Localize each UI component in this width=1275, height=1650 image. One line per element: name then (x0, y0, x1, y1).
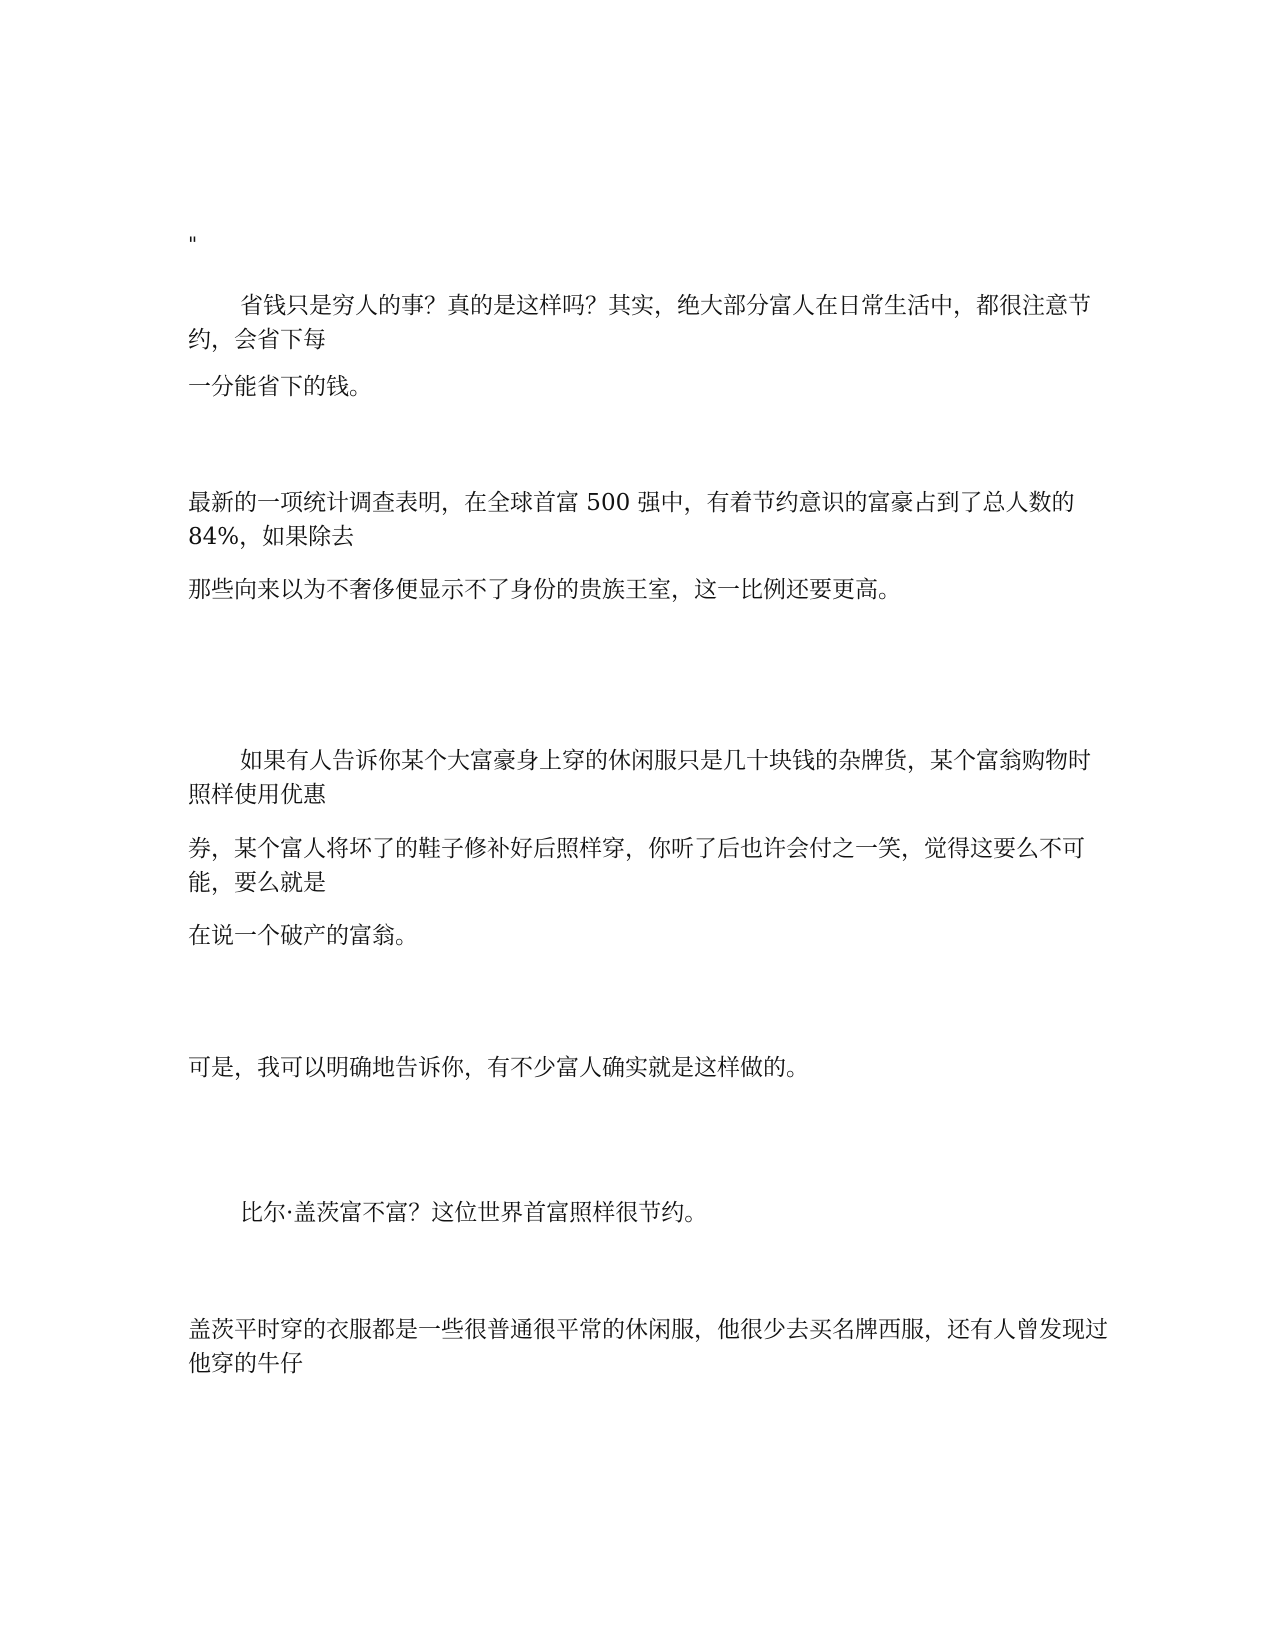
stray-quote-mark: " (188, 232, 198, 256)
paragraph-7: 在说一个破产的富翁。 (188, 923, 418, 949)
paragraph-10: 盖茨平时穿的衣服都是一些很普通很平常的休闲服，他很少去买名牌西服，还有人曾发现过他穿的牛仔 (188, 1317, 1108, 1377)
paragraph-5: 如果有人告诉你某个大富豪身上穿的休闲服只是几十块钱的杂牌货，某个富翁购物时照样使用优惠 (188, 748, 1091, 808)
paragraph-6: 券，某个富人将坏了的鞋子修补好后照样穿，你听了后也许会付之一笑，觉得这要么不可能，要么就是 (188, 836, 1085, 896)
paragraph-3: 最新的一项统计调查表明，在全球首富 500 强中，有着节约意识的富豪占到了总人数的 84%，如果除去 (188, 490, 1075, 550)
paragraph-8: 可是，我可以明确地告诉你，有不少富人确实就是这样做的。 (188, 1055, 809, 1081)
paragraph-4: 那些向来以为不奢侈便显示不了身份的贵族王室，这一比例还要更高。 (188, 577, 901, 603)
paragraph-2: 一分能省下的钱。 (188, 374, 372, 400)
paragraph-9: 比尔·盖茨富不富？这位世界首富照样很节约。 (240, 1200, 708, 1226)
paragraph-1: 省钱只是穷人的事？真的是这样吗？其实，绝大部分富人在日常生活中，都很注意节约，会省下每 (188, 293, 1091, 353)
